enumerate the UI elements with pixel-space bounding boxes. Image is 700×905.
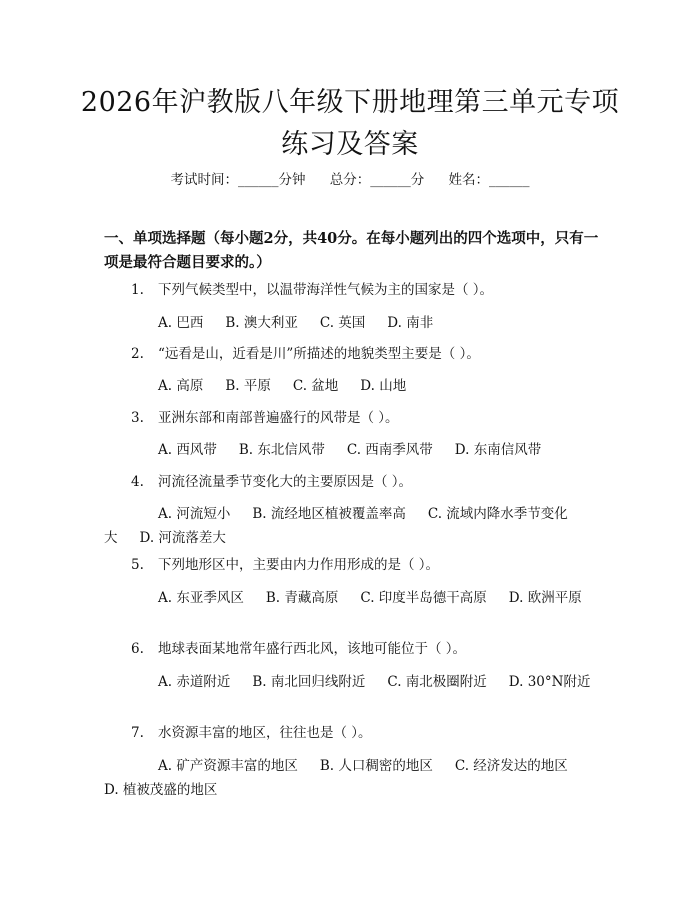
option-d: D. 欧洲平原 bbox=[508, 590, 582, 606]
question-1-options bbox=[104, 311, 594, 335]
question-1 bbox=[131, 280, 601, 300]
question-text: 下列地形区中，主要由内力作用形成的是（ ）。 bbox=[158, 557, 440, 573]
option-d: D. 河流落差大 bbox=[139, 530, 226, 546]
question-4-options bbox=[104, 502, 594, 550]
question-number: 3. bbox=[131, 410, 144, 426]
question-4 bbox=[131, 472, 601, 492]
question-text: 下列气候类型中，以温带海洋性气候为主的国家是（ ）。 bbox=[158, 282, 494, 298]
question-text: 河流径流量季节变化大的主要原因是（ ）。 bbox=[158, 474, 413, 490]
title-line-2: 练习及答案 bbox=[281, 129, 419, 160]
option-c: C. 西南季风带 bbox=[346, 442, 433, 458]
exam-info bbox=[0, 168, 700, 188]
question-number: 4. bbox=[131, 474, 144, 490]
option-c: C. 盆地 bbox=[292, 378, 339, 394]
option-a: A. 高原 bbox=[158, 378, 204, 394]
question-6 bbox=[131, 639, 601, 659]
option-a: A. 赤道附近 bbox=[158, 674, 231, 690]
question-text: 水资源丰富的地区，往往也是（ ）。 bbox=[158, 725, 372, 741]
option-a: A. 西风带 bbox=[158, 442, 217, 458]
exam-time: 考试时间：______分钟 bbox=[170, 172, 306, 188]
question-number: 5. bbox=[131, 557, 144, 573]
option-c: C. 流域内降水季节变化大 bbox=[104, 506, 568, 546]
option-b: B. 人口稠密的地区 bbox=[319, 758, 433, 774]
question-7-options bbox=[104, 754, 594, 802]
question-text: “远看是山，近看是川”所描述的地貌类型主要是（ ）。 bbox=[158, 346, 480, 362]
question-number: 7. bbox=[131, 725, 144, 741]
question-number: 6. bbox=[131, 641, 144, 657]
question-3 bbox=[131, 408, 601, 428]
question-7 bbox=[131, 723, 601, 743]
question-2 bbox=[131, 344, 601, 364]
section-heading: 一、单项选择题（每小题2分，共40分。在每小题列出的四个选项中，只有一项是最符合题目要求的。） bbox=[104, 230, 599, 271]
option-b: B. 流经地区植被覆盖率高 bbox=[252, 506, 406, 522]
option-a: A. 矿产资源丰富的地区 bbox=[158, 758, 298, 774]
question-text: 亚洲东部和南部普遍盛行的风带是（ ）。 bbox=[158, 410, 399, 426]
document-title bbox=[60, 82, 640, 166]
option-d: D. 30°N附近 bbox=[508, 674, 591, 690]
option-b: B. 平原 bbox=[225, 378, 271, 394]
question-6-options bbox=[104, 670, 594, 694]
option-a: A. 东亚季风区 bbox=[158, 590, 244, 606]
option-c: C. 印度半岛德干高原 bbox=[360, 590, 487, 606]
question-number: 1. bbox=[131, 282, 144, 298]
question-number: 2. bbox=[131, 346, 144, 362]
total-score: 总分：______分 bbox=[329, 172, 425, 188]
option-d: D. 植被茂盛的地区 bbox=[104, 782, 218, 798]
option-a: A. 河流短小 bbox=[158, 506, 231, 522]
option-a: A. 巴西 bbox=[158, 315, 204, 331]
option-b: B. 青藏高原 bbox=[265, 590, 339, 606]
option-c: C. 南北极圈附近 bbox=[387, 674, 487, 690]
option-c: C. 英国 bbox=[319, 315, 366, 331]
title-line-1: 2026年沪教版八年级下册地理第三单元专项 bbox=[80, 87, 620, 118]
option-b: B. 东北信风带 bbox=[238, 442, 325, 458]
question-2-options bbox=[104, 374, 594, 398]
option-d: D. 山地 bbox=[360, 378, 407, 394]
question-5-options bbox=[104, 586, 594, 610]
student-name: 姓名：______ bbox=[448, 172, 530, 188]
option-b: B. 澳大利亚 bbox=[225, 315, 298, 331]
option-b: B. 南北回归线附近 bbox=[252, 674, 366, 690]
option-d: D. 南非 bbox=[387, 315, 434, 331]
option-d: D. 东南信风带 bbox=[454, 442, 542, 458]
option-c: C. 经济发达的地区 bbox=[454, 758, 568, 774]
question-5 bbox=[131, 555, 601, 575]
question-3-options bbox=[104, 438, 594, 462]
question-text: 地球表面某地常年盛行西北风，该地可能位于（ ）。 bbox=[158, 641, 467, 657]
